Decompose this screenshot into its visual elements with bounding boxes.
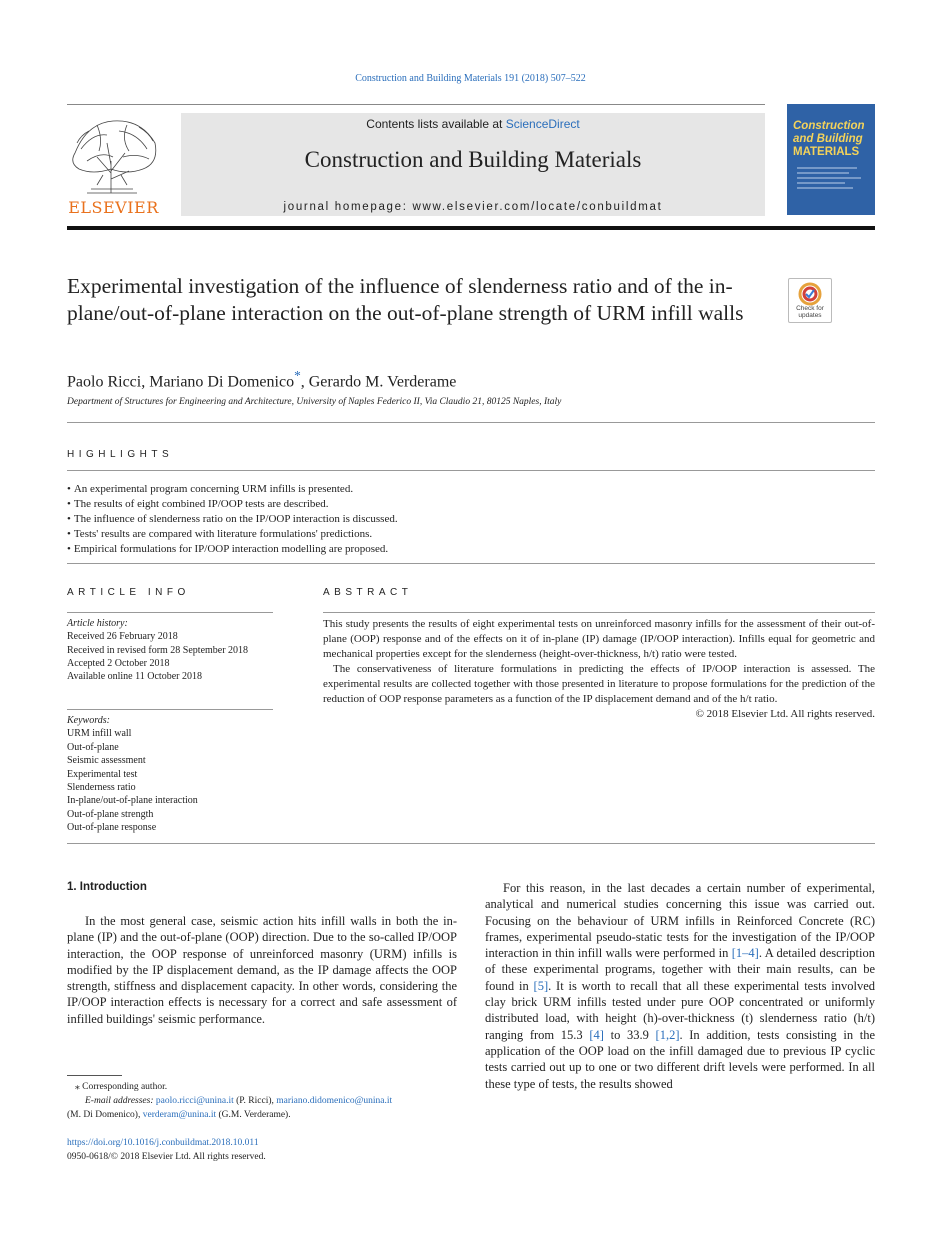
citation-link[interactable]: [1,2] <box>655 1027 680 1042</box>
header-thick-rule <box>67 226 875 230</box>
keywords-label: Keywords: <box>67 715 110 726</box>
highlights-list <box>67 482 398 557</box>
cover-text-lines-icon <box>797 164 865 194</box>
journal-reference-link[interactable]: Construction and Building Materials 191 (2018) 507–522 <box>355 73 586 84</box>
abstract-rule <box>323 612 875 613</box>
highlights-heading: HIGHLIGHTS <box>67 449 174 460</box>
keyword-item: Out-of-plane <box>67 741 119 753</box>
publisher-wordmark: ELSEVIER <box>68 198 159 217</box>
citation-link[interactable]: [5] <box>533 978 549 993</box>
sciencedirect-link[interactable]: ScienceDirect <box>505 117 580 131</box>
highlight-item: • The influence of slenderness ratio on the IP/OOP interaction is discussed. <box>67 512 398 527</box>
citation-link[interactable]: [1–4] <box>731 946 759 961</box>
intro-text: to 33.9 <box>603 1027 656 1042</box>
journal-title: Construction and Building Materials <box>304 147 642 172</box>
keyword-item: Experimental test <box>67 768 138 780</box>
keywords-rule <box>67 709 273 710</box>
keyword-item: Seismic assessment <box>67 755 146 767</box>
history-item: Accepted 2 October 2018 <box>67 657 170 669</box>
authors-part-b: , Gerardo M. Verderame <box>300 373 457 391</box>
section-heading-introduction: 1. Introduction <box>67 881 147 893</box>
cover-title-line-1: Construction <box>793 120 865 132</box>
footnote-rule <box>67 1075 122 1076</box>
citation-link[interactable]: [4] <box>589 1027 604 1042</box>
highlight-item: • Empirical formulations for IP/OOP interaction modelling are proposed. <box>67 542 398 557</box>
article-title: Experimental investigation of the influence of slenderness ratio and of the in-plane/out-of-plane interaction on the out-of-plane strength of URM infill walls <box>67 274 744 325</box>
corresponding-author-marker[interactable]: * <box>294 368 301 383</box>
header-top-rule <box>67 104 765 105</box>
journal-homepage[interactable]: journal homepage: www.elsevier.com/locate/conbuildmat <box>283 201 663 213</box>
keyword-item: Out-of-plane strength <box>67 808 154 820</box>
history-item: Received 26 February 2018 <box>67 631 178 643</box>
abstract-heading: ABSTRACT <box>323 587 413 598</box>
footnotes <box>67 1080 459 1122</box>
keyword-item: In-plane/out-of-plane interaction <box>67 795 198 807</box>
abstract-paragraph: This study presents the results of eight experimental tests on unreinforced masonry infills for the assessment of their out-of-plane (OOP) response and of the effects on it of in-plane (IP) damage (IP/OOP interaction). Infills equal for geometric and mechanical properties except for the slenderness (height-over-thickness, h/t) ratio were tested. <box>323 618 875 660</box>
check-updates-label: Check for updates <box>796 305 824 319</box>
intro-text: . A detailed description of these experimental programs, together with their main results, can be found in <box>485 946 875 993</box>
email-owner: (G.M. Verderame). <box>216 1110 291 1120</box>
intro-text: For this reason, in the last decades a certain number of experimental, analytical and numerical studies concerning this issue was carried out. Focusing on the behaviour of URM infills in Reinforced Concrete (RC) frames, experimental pseudo-static tests for the investigation of the IP/OOP interaction in thin infill walls were performed in <box>485 881 875 961</box>
check-updates-icon <box>798 282 822 306</box>
corresponding-author-note: ⁎ Corresponding author. <box>75 1082 168 1092</box>
article-history <box>67 617 273 683</box>
authors-part-a: Paolo Ricci, Mariano Di Domenico <box>67 373 295 391</box>
highlights-bottom-rule <box>67 563 875 564</box>
article-info-heading: ARTICLE INFO <box>67 587 190 598</box>
highlights-heading-rule <box>67 470 875 471</box>
contents-line <box>181 117 765 131</box>
highlights-top-rule <box>67 422 875 423</box>
email-owner: (P. Ricci), <box>233 1096 277 1106</box>
doi-link[interactable]: https://doi.org/10.1016/j.conbuildmat.2018.10.011 <box>67 1138 259 1148</box>
email-link[interactable]: paolo.ricci@unina.it <box>155 1096 234 1106</box>
intro-left-column: In the most general case, seismic action hits infill walls in both the in-plane (IP) and the out-of-plane (OOP) direction. Due to the so-called IP/OOP interaction, the OOP response of unreinforced masonry (URM) infills is modified by the IP displacement demand, as the IP damage affects the OOP strength, stiffness and displacement capacity. In other words, considering the IP/OOP interaction effects is necessary for a correct and safe assessment of infilled buildings' seismic performance. <box>67 914 457 1026</box>
email-owner: (M. Di Domenico), <box>67 1110 143 1120</box>
article-info-rule <box>67 612 273 613</box>
intro-text: . It is worth to recall that all these experimental tests involved clay brick URM infills tested under pure OOP concentrated or uniformly distributed load, with height (h)-over-thickness (t) slenderness ratio (h/t) ranging from 15.3 <box>485 978 875 1042</box>
email-addresses <box>67 1094 459 1108</box>
highlight-item: • Tests' results are compared with literature formulations' predictions. <box>67 527 398 542</box>
author-affiliation: Department of Structures for Engineering and Architecture, University of Naples Federico II, Via Claudio 21, 80125 Naples, Italy <box>67 397 562 407</box>
email-label: E-mail addresses: <box>85 1096 156 1106</box>
email-link[interactable]: mariano.didomenico@unina.it <box>276 1096 393 1106</box>
check-for-updates-badge[interactable] <box>788 278 832 323</box>
author-list <box>67 368 456 391</box>
intro-text: . In addition, tests consisting in the application of the OOP load on the infill damaged due to previous IP cyclic tests carried out up to one or two different drift levels were performed. In all these type of tests, the results showed <box>485 1027 876 1091</box>
email-addresses-cont <box>67 1108 459 1122</box>
abstract-copyright: © 2018 Elsevier Ltd. All rights reserved. <box>695 708 875 720</box>
history-label: Article history: <box>67 618 128 629</box>
highlight-item: • The results of eight combined IP/OOP tests are described. <box>67 497 398 512</box>
issn-line: 0950-0618/© 2018 Elsevier Ltd. All rights reserved. <box>67 1152 266 1162</box>
keyword-item: URM infill wall <box>67 728 132 740</box>
keyword-item: Slenderness ratio <box>67 782 136 794</box>
intro-right-column <box>485 880 875 1092</box>
cover-title-line-2: and Building <box>793 133 863 145</box>
keyword-item: Out-of-plane response <box>67 822 157 834</box>
cover-title <box>793 120 873 159</box>
abstract-body <box>323 617 875 722</box>
abstract-paragraph: The conservativeness of literature formulations in predicting the effects of IP/OOP interaction is assessed. The experimental results are collected together with those presented in literature to propose formulations for the prediction of the reduction of OOP response parameters as a function of the IP displacement demand and of the h/t ratio. <box>323 663 875 705</box>
email-link[interactable]: verderam@unina.it <box>142 1110 217 1120</box>
contents-prefix: Contents lists available at <box>366 117 506 131</box>
cover-title-line-3: MATERIALS <box>793 146 860 158</box>
history-item: Received in revised form 28 September 2018 <box>67 644 249 656</box>
journal-cover-image[interactable] <box>787 104 875 215</box>
front-matter-bottom-rule <box>67 843 875 844</box>
history-item: Available online 11 October 2018 <box>67 671 202 683</box>
keywords-list <box>67 714 273 835</box>
journal-masthead <box>181 113 765 216</box>
highlight-item: • An experimental program concerning URM infills is presented. <box>67 482 398 497</box>
doi-block <box>67 1136 266 1164</box>
